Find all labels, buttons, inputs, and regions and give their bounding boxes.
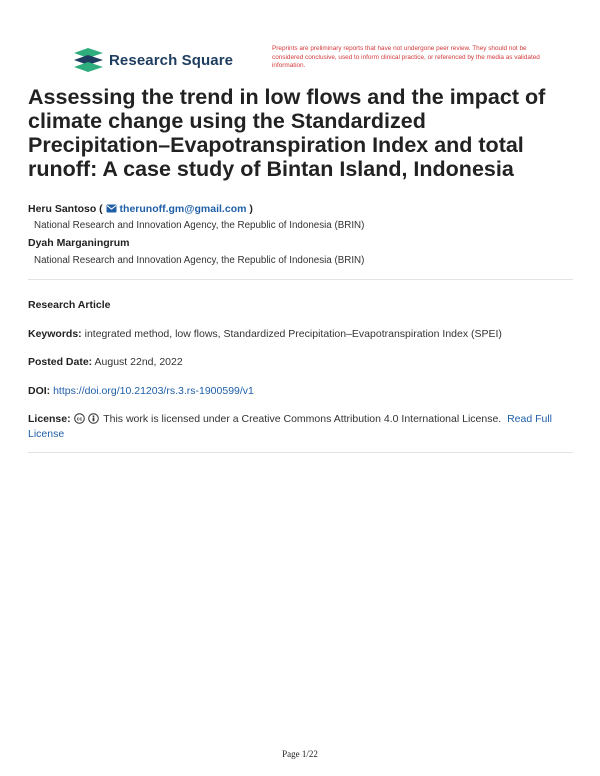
posted-date xyxy=(28,355,573,370)
brand-name-part2: Square xyxy=(181,51,234,69)
author-1-email: therunoff.gm@gmail.com xyxy=(119,203,247,215)
research-square-logo-icon xyxy=(74,48,103,72)
brand-name xyxy=(109,52,233,69)
author-2-affiliation: National Research and Innovation Agency, the Republic of Indonesia (BRIN) xyxy=(34,255,365,266)
brand-name-part1: Research xyxy=(109,51,178,69)
license-text: This work is licensed under a Creative Commons Attribution 4.0 International License. xyxy=(103,413,502,425)
research-square-logo[interactable] xyxy=(74,48,233,72)
author-1-name: Heru Santoso xyxy=(28,203,97,215)
creative-commons-icon xyxy=(74,413,85,424)
keywords-value: integrated method, low flows, Standardized Precipitation–Evapotranspiration Index (SPEI) xyxy=(84,328,502,340)
author-2 xyxy=(28,237,130,249)
posted-date-label: Posted Date: xyxy=(28,356,93,368)
divider xyxy=(28,452,573,453)
svg-text:cc: cc xyxy=(76,416,82,423)
envelope-icon xyxy=(106,204,117,213)
read-full-license-link[interactable]: Read Full License xyxy=(28,413,553,440)
attribution-icon xyxy=(88,413,99,424)
paper-title: Assessing the trend in low flows and the impact of climate change using the Standardized Precipitation–Evapotranspiration Index and total runoff: A case study of Bintan Island, Indonesia xyxy=(28,85,546,181)
preprint-disclaimer: Preprints are preliminary reports that have not undergone peer review. They should not be considered conclusive, used to inform clinical practice, or referenced by the media as validated information. xyxy=(272,45,540,70)
doi-label: DOI: xyxy=(28,385,51,397)
author-1-email-link[interactable] xyxy=(106,203,250,215)
author-1-affiliation: National Research and Innovation Agency, the Republic of Indonesia (BRIN) xyxy=(34,220,365,231)
author-1: Heru Santoso ( therunoff.gm@gmail.com ) xyxy=(28,203,253,215)
posted-date-value: August 22nd, 2022 xyxy=(94,356,183,368)
keywords-label: Keywords: xyxy=(28,328,82,340)
article-type-value: Research Article xyxy=(28,299,111,311)
article-type xyxy=(28,298,573,313)
doi-link[interactable]: https://doi.org/10.21203/rs.3.rs-1900599/v1 xyxy=(53,385,254,397)
keywords xyxy=(28,327,573,342)
author-2-name: Dyah Marganingrum xyxy=(28,237,130,249)
license xyxy=(28,412,573,442)
divider xyxy=(28,279,573,280)
page-number: Page 1/22 xyxy=(282,749,318,759)
doi xyxy=(28,384,573,399)
license-label: License: xyxy=(28,413,71,425)
